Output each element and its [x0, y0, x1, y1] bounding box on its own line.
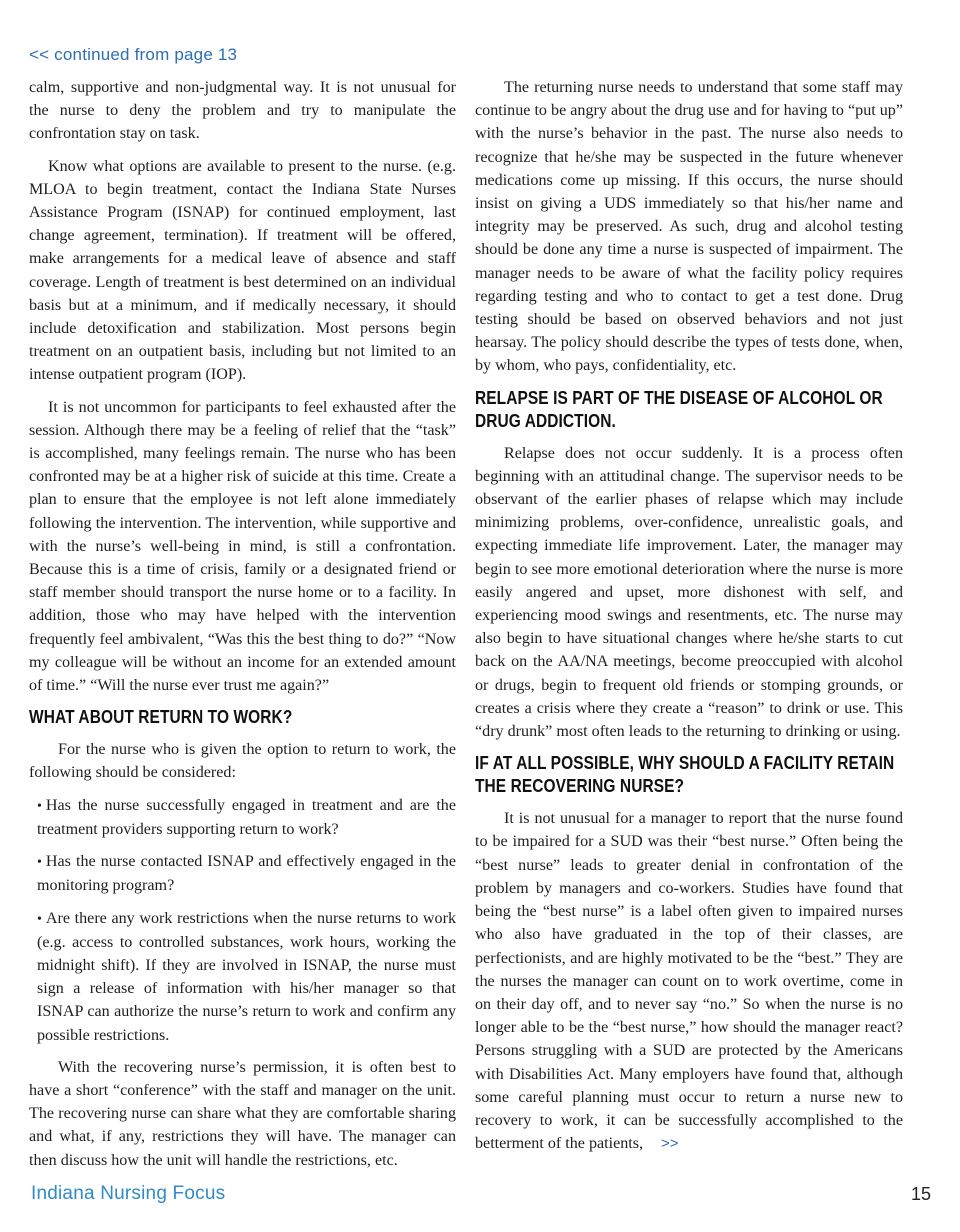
paragraph: The returning nurse needs to understand that some staff may continue to be angry about the drug use and for having to “put up” with the nurse’s behavior in the past. The nurse also needs to recognize that he/she may be suspected in the future whenever medications come up missing. If this occurs, the nurse should insist on giving a UDS immediately so that his/her name and integrity may be preserved. As such, drug and alcohol testing should be done any time a nurse is suspected of impairment. The manager needs to be aware of what the facility policy requires regarding testing and who to contact to get a test done. Drug testing should be based on observed behaviors and not just hearsay. The policy should describe the types of tests done, when, by whom, who pays, confidentiality, etc.: [475, 79, 903, 375]
paragraph: For the nurse who is given the option to return to work, the following should be considered:: [29, 741, 456, 782]
continued-from-link[interactable]: << continued from page 13: [29, 45, 238, 64]
bullet-icon: •: [37, 798, 42, 814]
section-heading: IF AT ALL POSSIBLE, WHY SHOULD A FACILITY RETAIN THE RECOVERING NURSE?: [475, 753, 895, 797]
bullet-icon: •: [37, 911, 42, 927]
paragraph: calm, supportive and non-judgmental way. It is not unusual for the nurse to deny the problem and try to manipulate the confrontation stay on task.: [29, 79, 456, 143]
list-item-text: Has the nurse contacted ISNAP and effectively engaged in the monitoring program?: [37, 853, 456, 895]
paragraph: With the recovering nurse’s permission, it is often best to have a short “conference” with the staff and manager on the unit. The recovering nurse can share what they are comfortable sharing and what, if any, restrictions they will have. The manager can then discuss how the unit will handle the restrictions, etc.: [29, 1058, 456, 1169]
paragraph: Know what options are available to present to the nurse. (e.g. MLOA to begin treatment, contact the Indiana State Nurses Assistance Program (ISNAP) for continued employment, last change agreement, termination). If treatment will be offered, make arrangements for a medical leave of absence and staff coverage. Length of treatment is best determined on an individual basis but at a minimum, and if medically necessary, it should include detoxification and stabilization. Most persons begin treatment on an outpatient basis, including but not limited to an intense outpatient program (IOP).: [29, 157, 456, 384]
paragraph-text: It is not unusual for a manager to report that the nurse found to be impaired for a SUD was their “best nurse.” Often being the “best nurse” leads to greater denial in confrontation of the problem by managers and co-workers. Studies have found that being the “best nurse” is a label often given to impaired nurses who also have graduated in the top of their classes, are perfectionists, and are highly motivated to be the “best.” They are the nurses the manager can count on to work overtime, come in on their day off, and to never say “no.” So when the nurse is no longer able to be the “best nurse,” how should the manager react? Persons struggling with a SUD are protected by the Americans with Disabilities Act. Many employers have found that, although some careful planning must occur to return a nurse new to recovery to work, it can be successfully accomplished to the betterment of the patients,: [475, 810, 903, 1153]
paragraph: [475, 807, 903, 1155]
paragraph: It is not uncommon for participants to feel exhausted after the session. Although there may be a feeling of relief that the “task” is accomplished, many feelings remain. The nurse who has been confronted may be at a higher risk of suicide at this time. Create a plan to ensure that the employee is not left alone immediately following the intervention. The intervention, while supportive and with the nurse’s well-being in mind, is still a confrontation. Because this is a time of crisis, family or a designated friend or staff member should transport the nurse home or to a facility. In addition, those who may have helped with the intervention frequently feel ambivalent, “Was this the best thing to do?” “Now my colleague will be without an income for an extended amount of time.” “Will the nurse ever trust me again?”: [29, 398, 456, 695]
page-number: 15: [911, 1184, 932, 1204]
list-item-text: Are there any work restrictions when the nurse returns to work (e.g. access to controlled substances, work hours, working the midnight shift). If they are involved in ISNAP, the nurse must sign a release of information with his/her manager so that ISNAP can authorize the nurse’s return to work and confirm any possible restrictions.: [37, 909, 456, 1044]
bullet-list: [29, 794, 456, 1047]
left-column: [29, 76, 456, 1181]
right-column: [475, 76, 903, 1164]
bullet-icon: •: [37, 855, 42, 871]
section-heading: WHAT ABOUT RETURN TO WORK?: [29, 707, 293, 728]
list-item: [29, 850, 456, 897]
list-item: [29, 794, 456, 841]
list-item: [29, 907, 456, 1047]
section-heading: RELAPSE IS PART OF THE DISEASE OF ALCOHOL OR DRUG ADDICTION.: [475, 387, 883, 431]
list-item-text: Has the nurse successfully engaged in treatment and are the treatment providers supporting return to work?: [37, 796, 456, 838]
publication-title: Indiana Nursing Focus: [31, 1183, 226, 1204]
continued-on-link[interactable]: >>: [661, 1135, 679, 1153]
paragraph: Relapse does not occur suddenly. It is a process often beginning with an attitudinal change. The supervisor needs to be observant of the earlier phases of relapse which may include minimizing problems, over-confidence, unrealistic goals, and expecting immediate life improvement. Later, the manager may begin to see more emotional deterioration where the nurse is more easily angered and upset, more dishonest with self, and experiencing mood swings and resentments, etc. The nurse may also begin to have situational changes where he/she starts to cut back on the AA/NA meetings, become preoccupied with alcohol or drugs, begin to frequent old friends or stomping grounds, or creates a crisis where they create a “reason” to drink or use. This “dry drunk” most often leads to the returning to drinking or using.: [475, 444, 903, 741]
